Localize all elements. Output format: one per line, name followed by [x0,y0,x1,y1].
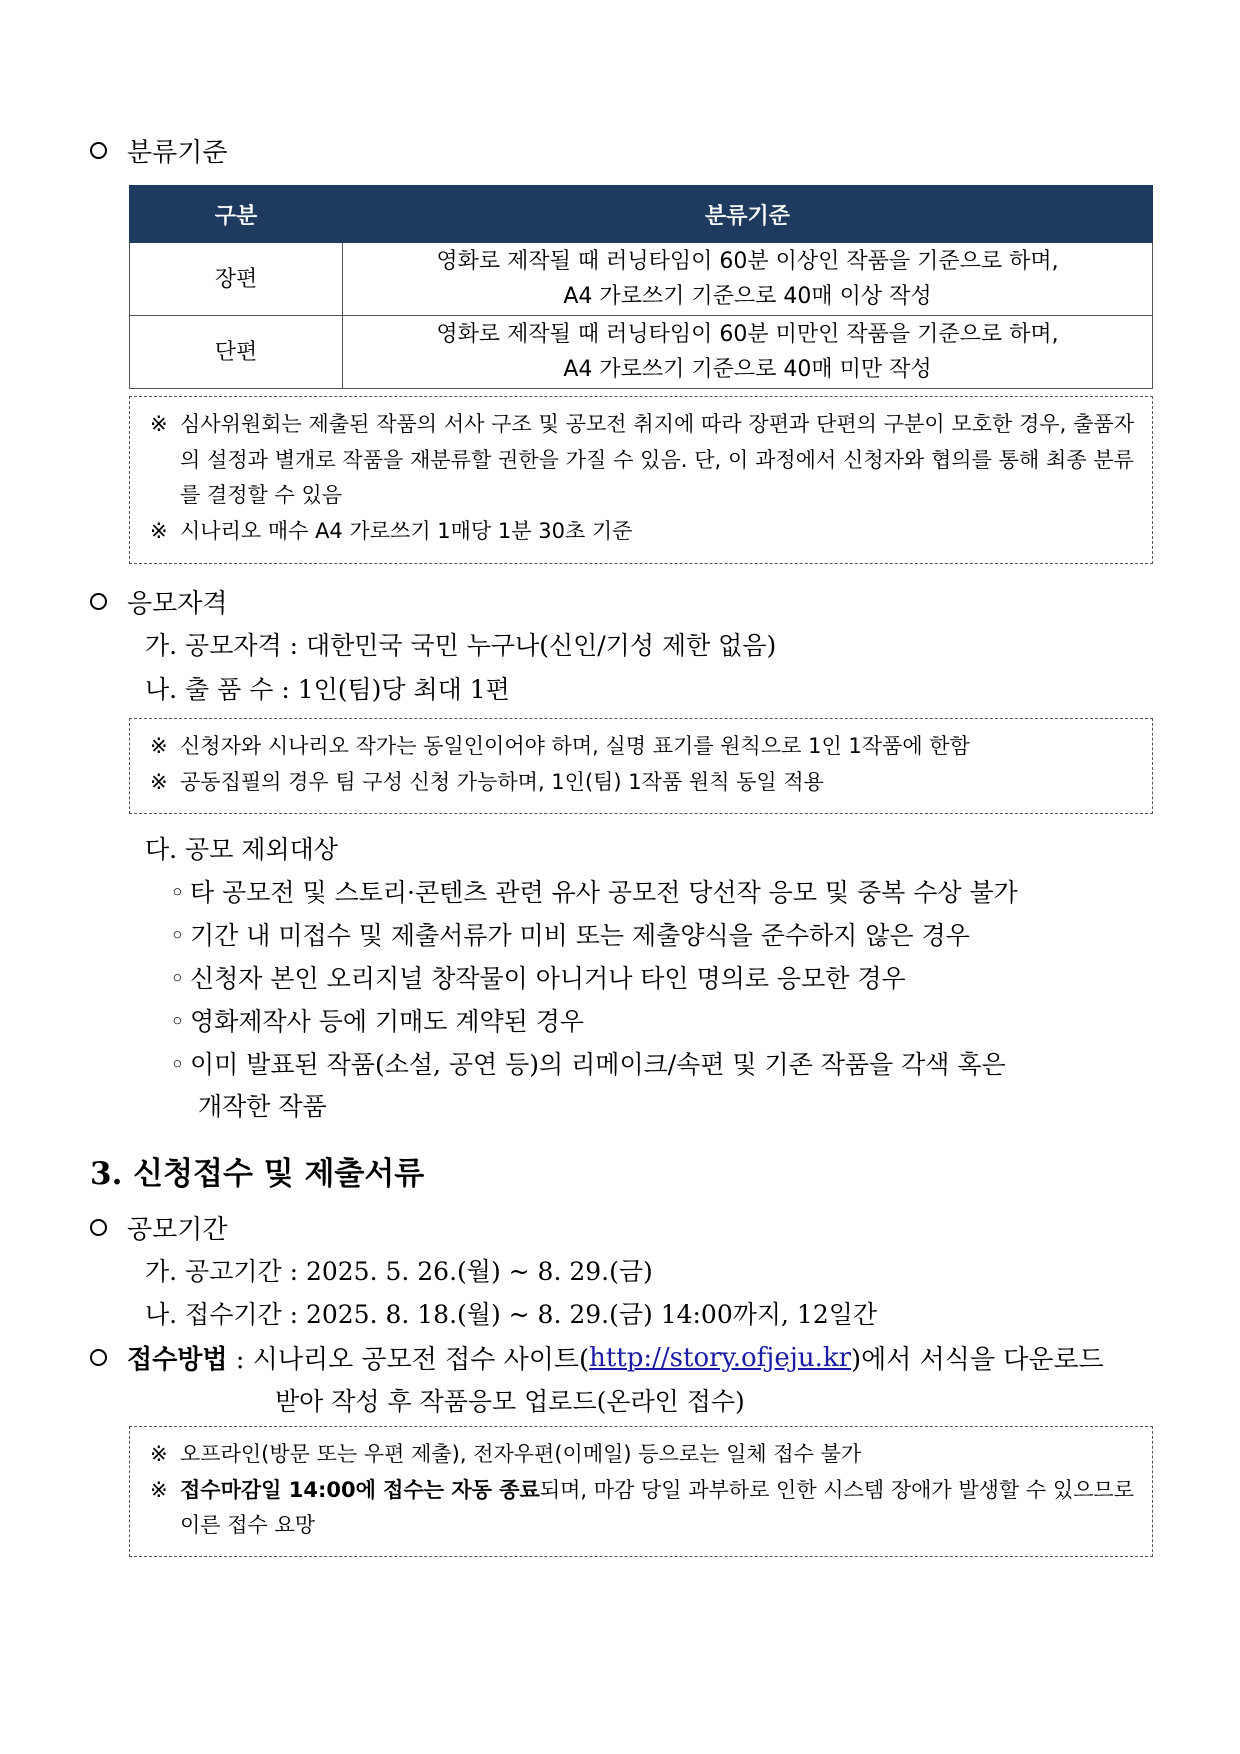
period-item: 가. 공고기간 : 2025. 5. 26.(월) ~ 8. 29.(금) [145,1257,653,1286]
reference-mark: ※ [150,769,168,794]
note-item [150,407,1134,514]
reference-mark: ※ [150,734,168,758]
method-continuation: 받아 작성 후 작품응모 업로드(온라인 접수) [275,1387,745,1416]
chapter-title: 3. 신청접수 및 제출서류 [90,1156,425,1192]
note-item [150,1473,1134,1544]
category-cell: 단편 [130,316,343,389]
small-circle-bullet: ◦ [170,921,185,950]
exclusion-item [170,873,1018,909]
circle-bullet-icon [90,1219,107,1236]
method-text: : 시나리오 공모전 접수 사이트( [227,1345,590,1375]
note-item [150,729,1134,765]
section-heading-method [90,1339,1104,1376]
note-text: 공동집필의 경우 팀 구성 신청 가능하며, 1인(팀) 1작품 원칙 동일 적용 [180,769,824,794]
exclusion-item [170,916,970,952]
exclusion-text: 신청자 본인 오리지널 창작물이 아니거나 타인 명의로 응모한 경우 [190,964,906,993]
category-cell: 장편 [130,243,343,316]
note-box [129,396,1153,564]
method-label: 접수방법 [127,1345,228,1375]
section-heading-eligibility [90,583,227,620]
exclusion-heading: 다. 공모 제외대상 [145,835,338,864]
small-circle-bullet: ◦ [170,964,185,993]
small-circle-bullet: ◦ [170,1050,185,1079]
circle-bullet-icon [90,1349,107,1366]
reference-mark: ※ [150,1477,168,1502]
method-text: )에서 서식을 다운로드 [851,1345,1104,1375]
criteria-line: 영화로 제작될 때 러닝타임이 60분 이상인 작품을 기준으로 하며, [436,249,1059,274]
exclusion-text: 이미 발표된 작품(소설, 공연 등)의 리메이크/속편 및 기존 작품을 각색 혹은 [190,1050,1006,1079]
exclusion-text: 기간 내 미접수 및 제출서류가 미비 또는 제출양식을 준수하지 않은 경우 [190,921,970,950]
section-heading-classification [90,132,227,169]
column-header: 분류기준 [343,186,1153,243]
note-text: 시나리오 매수 A4 가로쓰기 1매당 1분 30초 기준 [180,518,633,543]
exclusion-item [170,1002,584,1038]
section-title: 분류기준 [127,138,228,168]
exclusion-item [170,1045,1006,1081]
exclusion-item [170,959,906,995]
deadline-warning: 접수마감일 14:00에 접수는 자동 종료 [180,1477,540,1502]
note-box [129,718,1153,814]
small-circle-bullet: ◦ [170,878,185,907]
eligibility-item: 나. 출 품 수 : 1인(팀)당 최대 1편 [145,675,510,704]
note-box [129,1426,1153,1557]
criteria-cell [343,243,1153,316]
eligibility-item: 가. 공모자격 : 대한민국 국민 누구나(신인/기성 제한 없음) [145,631,777,660]
reference-mark: ※ [150,518,168,543]
exclusion-continuation: 개작한 작품 [198,1092,327,1121]
circle-bullet-icon [90,593,107,610]
note-text [180,1473,1134,1544]
submission-site-link[interactable]: http://story.ofjeju.kr [589,1342,852,1373]
column-header: 구분 [130,186,343,243]
circle-bullet-icon [90,142,107,159]
small-circle-bullet: ◦ [170,1007,185,1036]
table-row [130,243,1153,316]
note-text: 오프라인(방문 또는 우편 제출), 전자우편(이메일) 등으로는 일체 접수 불가 [180,1442,862,1466]
period-item: 나. 접수기간 : 2025. 8. 18.(월) ~ 8. 29.(금) 14:00까지, 12일간 [145,1300,878,1329]
criteria-line: A4 가로쓰기 기준으로 40매 미만 작성 [563,357,932,382]
section-heading-period [90,1209,227,1246]
criteria-line: A4 가로쓰기 기준으로 40매 이상 작성 [563,284,932,309]
classification-table [129,185,1153,389]
reference-mark: ※ [150,412,168,436]
table-header-row [130,186,1153,243]
note-text: 심사위원회는 제출된 작품의 서사 구조 및 공모전 취지에 따라 장편과 단편의 구분이 모호한 경우, 출품자의 설정과 별개로 작품을 재분류할 권한을 가질 수 있음. 단, 이 과정에서 신청자와 협의를 통해 최종 분류를 결정할 수 있음 [180,412,1134,507]
criteria-cell [343,316,1153,389]
note-item [150,765,1134,801]
note-item [150,514,1134,550]
note-text-rest: 되며, 마감 당일 과부하로 인한 시스템 장애가 발생할 수 있으므로 이른 접수 요망 [180,1477,1134,1537]
note-item [150,1437,1134,1473]
table-row [130,316,1153,389]
exclusion-text: 영화제작사 등에 기매도 계약된 경우 [190,1007,585,1036]
reference-mark: ※ [150,1442,168,1466]
section-title: 공모기간 [127,1215,228,1245]
note-text: 신청자와 시나리오 작가는 동일인이어야 하며, 실명 표기를 원칙으로 1인 1작품에 한함 [180,734,970,758]
section-title: 응모자격 [127,589,228,619]
criteria-line: 영화로 제작될 때 러닝타임이 60분 미만인 작품을 기준으로 하며, [436,322,1059,347]
exclusion-text: 타 공모전 및 스토리·콘텐츠 관련 유사 공모전 당선작 응모 및 중복 수상 불가 [190,878,1018,907]
